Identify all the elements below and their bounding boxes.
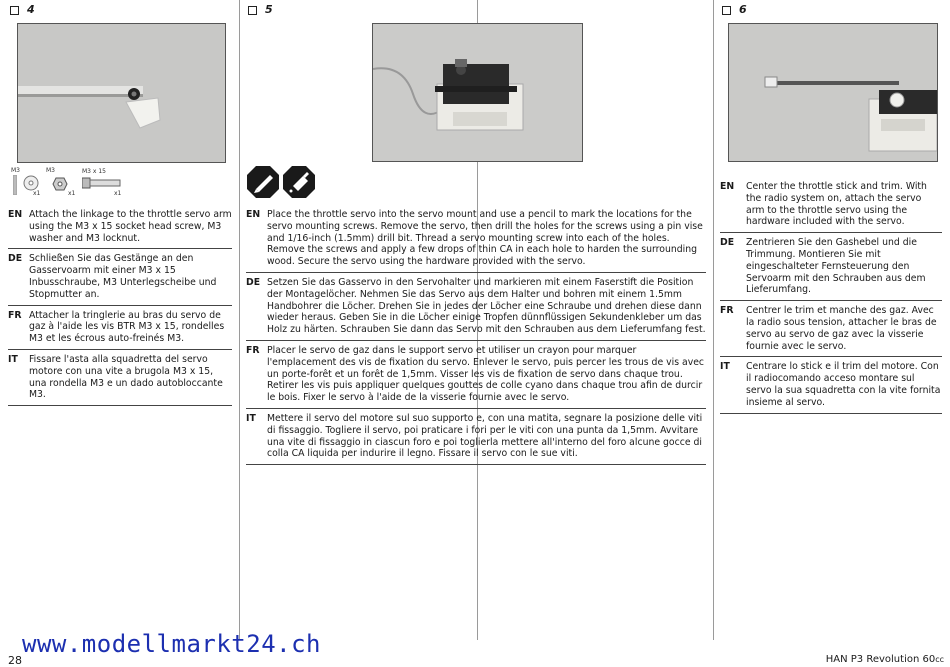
step-6-instructions [720, 181, 942, 418]
step-6-photo [728, 23, 938, 162]
instruction-de [8, 253, 232, 305]
checkbox-icon [722, 6, 731, 15]
language-code: FR [8, 309, 22, 321]
language-code: EN [246, 209, 261, 220]
language-code: IT [8, 353, 18, 365]
checkbox-icon [10, 6, 19, 15]
throttle-servo-photo-illustration [729, 24, 937, 161]
washer-icon [22, 175, 40, 191]
step-number: 5 [265, 3, 273, 16]
ca-glue-icon [283, 166, 315, 198]
instruction-text: Attach the linkage to the throttle servo arm using the M3 x 15 socket head screw, M3 washer and M3 locknut. [29, 209, 232, 244]
instruction-fr [8, 310, 232, 350]
screw-icon [12, 175, 18, 195]
language-code: DE [246, 276, 261, 288]
step-4-photo [17, 23, 226, 163]
step-5-instructions [246, 209, 706, 469]
linkage-photo-illustration [18, 24, 225, 162]
language-code: FR [246, 344, 260, 356]
instruction-it [8, 354, 232, 406]
page-number: 28 [8, 654, 22, 667]
watermark-url: www.modellmarkt24.ch [22, 630, 321, 658]
qty-label: x1 [68, 190, 76, 197]
washer-label: M3 [46, 167, 55, 174]
checkbox-icon [248, 6, 257, 15]
pencil-tool-icon [247, 166, 279, 198]
instruction-en [246, 209, 706, 273]
instruction-text: Mettere il servo del motore sul suo supporto e, con una matita, segnare la posizione delle viti di fissaggio. Togliere il servo, poi praticare i fori per le viti con una punta da 1,5mm. Avvitare una vite di fissaggio in ciascun foro e poi toglierla mettere all'interno del foro alcune gocce di colla CA liquida per indurire il legno. Fissare il servo con le sue viti. [267, 412, 703, 460]
instruction-text: Setzen Sie das Gasservo in den Servohalter und markieren mit einem Faserstift die Position der Montagelöcher. Nehmen Sie das Servo aus dem Halter und bohren mit einem 1.5mm Handbohrer die Löcher. Drehen Sie in jedes der Löcher eine Schraube und drehen diese dann wieder heraus. Geben Sie in die Löcher einige Tropfen dünnflüssigen Sekundenkleber um das Holz zu härten. Schrauben Sie dann das Servo mit den Schrauben aus dem Lieferumfang fest. [267, 276, 706, 336]
instruction-text: Schließen Sie das Gestänge an den Gasservoarm mit einer M3 x 15 Inbusschraube, M3 Unterlegscheibe und Stopmutter an. [29, 253, 217, 300]
instruction-de [246, 277, 706, 341]
step-5-heading [248, 3, 273, 16]
instruction-fr [720, 305, 942, 357]
instruction-it [246, 413, 706, 465]
manual-title-suffix: cc [935, 655, 944, 664]
instruction-text: Zentrieren Sie den Gashebel und die Trimmung. Montieren Sie mit eingeschalteter Fernsteuerung den Servoarm mit den Schrauben aus dem Lieferumfang. [746, 237, 926, 296]
instruction-en [720, 181, 942, 233]
instruction-text: Centrare lo stick e il trim del motore. Con il radiocomando acceso montare sul servo la sua squadretta con la vite fornita insieme al servo. [746, 361, 941, 408]
manual-title [826, 654, 944, 665]
instruction-text: Attacher la tringlerie au bras du servo de gaz à l'aide les vis BTR M3 x 15, rondelles M3 et les écrous auto-freinés M3. [29, 309, 225, 345]
instruction-text: Placer le servo de gaz dans le support servo et utiliser un crayon pour marquer l'emplacement des vis de fixation du servo. Enlever le servo, puis percer les trous de vis avec un porte-forêt et un forêt de 1,5mm. Visser les vis de fixation de servo dans chaque trou. Retirer les vis puis appliquer quelques gouttes de colle cyano dans chaque trou afin de durcir le bois. Fixer le servo à l'aide de la visserie fournie avec le servo. [267, 344, 705, 404]
column-divider-right [713, 0, 714, 640]
qty-label: x1 [33, 190, 41, 197]
language-code: FR [720, 305, 734, 317]
language-code: DE [720, 237, 735, 249]
step-number: 6 [739, 3, 747, 16]
step-number: 4 [27, 3, 35, 16]
m3-screw-label: M3 [11, 167, 20, 174]
language-code: DE [8, 253, 23, 265]
step-4-instructions [8, 209, 232, 410]
locknut-icon [52, 177, 68, 191]
instruction-text: Place the throttle servo into the servo mount and use a pencil to mark the locations for the servo mounting screws. Remove the servo, then drill the holes for the screws using a pin vise and 1/16-inch (1.5mm) drill bit. Thread a servo mounting screw into each of the holes. Remove the screws and apply a few drops of thin CA in each hole to harden the surrounding wood. Secure the servo using the hardware provided with the servo. [267, 209, 703, 268]
instruction-fr [246, 345, 706, 409]
manual-title-main: HAN P3 Revolution 60 [825, 654, 936, 665]
socket-screw-label: M3 x 15 [82, 168, 106, 175]
step-5-photo [372, 23, 583, 162]
instruction-text: Center the throttle stick and trim. With the radio system on, attach the servo arm to the throttle servo using the hardware included with the servo. [746, 181, 927, 228]
language-code: EN [720, 181, 735, 192]
step-4-heading [10, 3, 35, 16]
instruction-en [8, 209, 232, 249]
column-divider-left [239, 0, 240, 640]
instruction-it [720, 361, 942, 413]
instruction-text: Centrer le trim et manche des gaz. Avec la radio sous tension, attacher le bras de servo au servo de gaz avec la visserie fournie avec le servo. [746, 305, 937, 352]
language-code: IT [720, 361, 730, 373]
instruction-de [720, 237, 942, 301]
step-6-heading [722, 3, 747, 16]
language-code: EN [8, 209, 23, 220]
qty-label: x1 [114, 190, 122, 197]
language-code: IT [246, 412, 256, 424]
instruction-text: Fissare l'asta alla squadretta del servo motore con una vite a brugola M3 x 15, una rondella M3 e un dado autobloccante M3. [29, 353, 223, 401]
servo-mount-photo-illustration [373, 24, 582, 161]
socket-head-screw-icon [82, 177, 122, 189]
